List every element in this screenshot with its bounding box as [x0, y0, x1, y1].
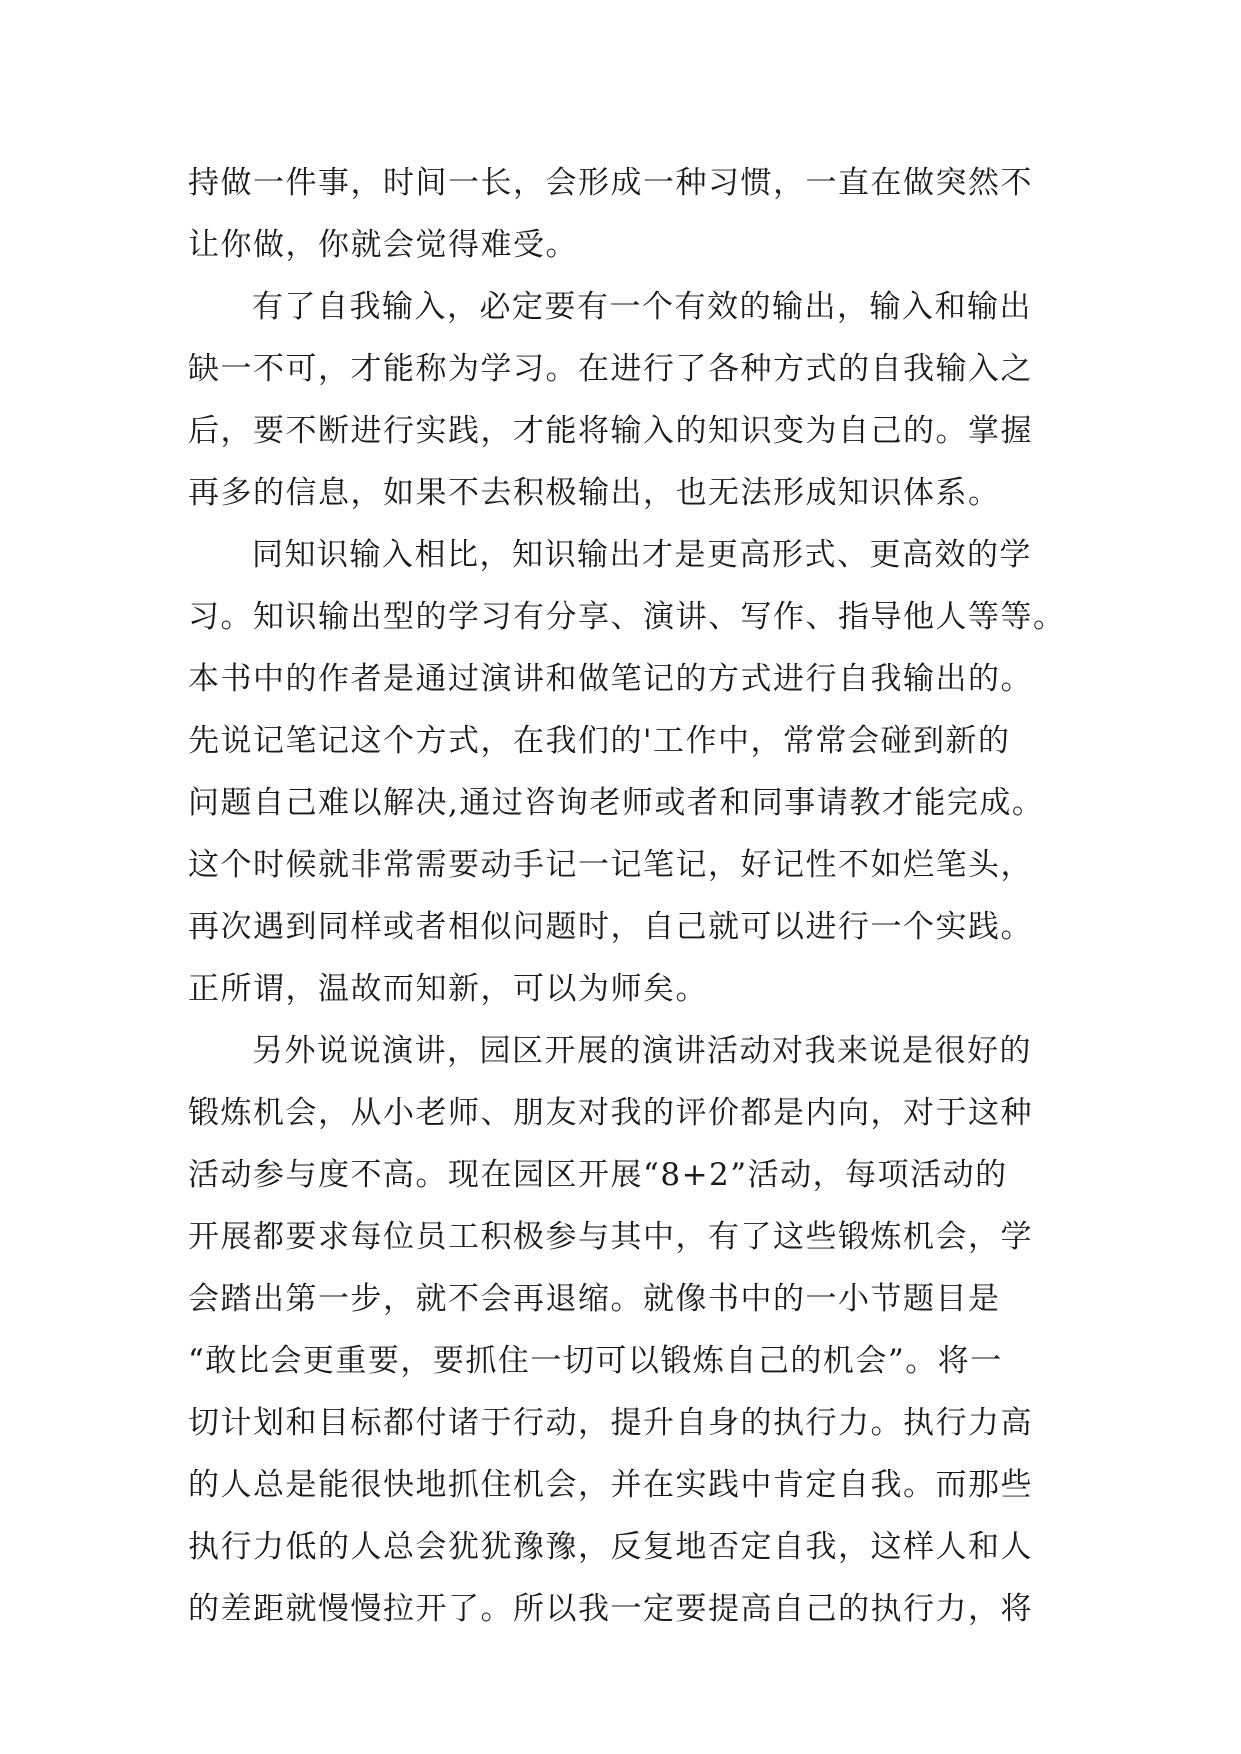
text-line: 这个时候就非常需要动手记一记笔记，好记性不如烂笔头， — [188, 847, 1033, 883]
text-line: 持做一件事，时间一长，会形成一种习惯，一直在做突然不 — [188, 165, 1033, 201]
text-line: 开展都要求每位员工积极参与其中，有了这些锻炼机会，学 — [188, 1219, 1033, 1255]
text-line: 有了自我输入，必定要有一个有效的输出，输入和输出 — [252, 289, 1032, 325]
text-line: 本书中的作者是通过演讲和做笔记的方式进行自我输出的。 — [188, 661, 1033, 697]
text-line: 锻炼机会，从小老师、朋友对我的评价都是内向，对于这种 — [188, 1095, 1033, 1131]
text-line: 缺一不可，才能称为学习。在进行了各种方式的自我输入之 — [188, 351, 1033, 387]
text-line: “敢比会更重要，要抓住一切可以锻炼自己的机会”。将一 — [188, 1343, 1003, 1379]
text-line: 再次遇到同样或者相似问题时，自己就可以进行一个实践。 — [188, 909, 1033, 945]
text-line: 另外说说演讲，园区开展的演讲活动对我来说是很好的 — [252, 1033, 1032, 1069]
text-line: 让你做，你就会觉得难受。 — [188, 227, 578, 263]
text-line: 问题自己难以解决,通过咨询老师或者和同事请教才能完成。 — [188, 785, 1045, 821]
text-line: 再多的信息，如果不去积极输出，也无法形成知识体系。 — [188, 475, 1001, 511]
text-line: 同知识输入相比，知识输出才是更高形式、更高效的学 — [252, 537, 1032, 573]
text-line: 后，要不断进行实践，才能将输入的知识变为自己的。掌握 — [188, 413, 1033, 449]
text-line: 执行力低的人总会犹犹豫豫，反复地否定自我，这样人和人 — [188, 1529, 1033, 1565]
body-text — [188, 152, 1068, 1640]
text-line: 切计划和目标都付诸于行动，提升自身的执行力。执行力高 — [188, 1405, 1033, 1441]
text-line: 正所谓，温故而知新，可以为师矣。 — [188, 971, 708, 1007]
text-line: 习。知识输出型的学习有分享、演讲、写作、指导他人等等。 — [188, 599, 1066, 635]
text-line: 的人总是能很快地抓住机会，并在实践中肯定自我。而那些 — [188, 1467, 1033, 1503]
text-line: 活动参与度不高。现在园区开展“8+2”活动，每项活动的 — [188, 1157, 1008, 1193]
text-line: 先说记笔记这个方式，在我们的'工作中，常常会碰到新的 — [188, 723, 1011, 759]
text-line: 会踏出第一步，就不会再退缩。就像书中的一小节题目是 — [188, 1281, 1001, 1317]
text-line: 的差距就慢慢拉开了。所以我一定要提高自己的执行力，将 — [188, 1591, 1033, 1627]
